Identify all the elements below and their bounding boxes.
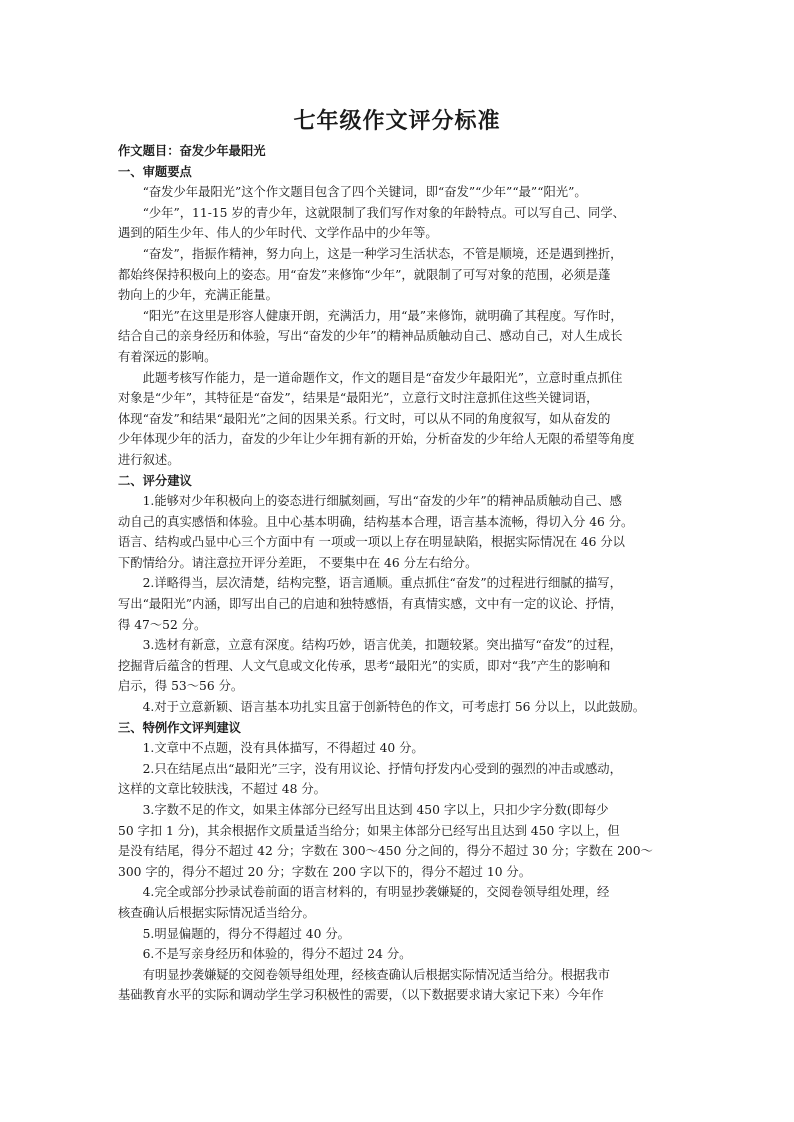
paragraph: “阳光”在这里是形容人健康开朗，充满活力，用“最”来修饰，就明确了其程度。写作时， 结合自己的亲身经历和体验，写出“奋发的少年”的精神品质触动自己、感动自己，对人生成长 有着深远的影响。 bbox=[118, 308, 623, 364]
document-body bbox=[118, 141, 684, 1006]
paragraph: “少年”，11-15 岁的青少年，这就限制了我们写作对象的年龄特点。可以写自己、同学、 遇到的陌生少年、伟人的少年时代、文学作品中的少年等。 bbox=[118, 205, 625, 241]
paragraph: “奋发”，指振作精神，努力向上，这是一种学习生活状态，不管是顺境，还是遇到挫折， 都始终保持积极向上的姿态。用“奋发”来修饰“少年”，就限制了可写对象的范围，必须是蓬 勃向上的少年，充满正能量。 bbox=[118, 246, 623, 303]
paragraph: 2.详略得当，层次清楚，结构完整，语言通顺。重点抓住“奋发”的过程进行细腻的描写， 写出“最阳光”内涵，即写出自己的启迪和独特感悟，有真情实感，文中有一定的议论、抒情， 得 47～52 分。 bbox=[118, 576, 623, 632]
document-title: 七年级作文评分标准 bbox=[293, 109, 501, 134]
paragraph: 2.只在结尾点出“最阳光”三字，没有用议论、抒情句抒发内心受到的强烈的冲击或感动， 这样的文章比较肤浅，不超过 48 分。 bbox=[118, 761, 622, 797]
paragraph: 6.不是写亲身经历和体验的，得分不超过 24 分。 bbox=[142, 947, 412, 962]
paragraph: 4.完全或部分抄录试卷前面的语言材料的，有明显抄袭嫌疑的，交阅卷领导组处理，经 核查确认后根据实际情况适当给分。 bbox=[118, 885, 610, 920]
paragraph: 1.能够对少年积极向上的姿态进行细腻刻画，写出“奋发的少年”的精神品质触动自己、感 动自己的真实感悟和体验。且中心基本明确，结构基本合理，语言基本流畅，得切入分 46 分。 语言、结构或凸显中心三个方面中有 一项或一项以上存在明显缺陷，根据实际情况在 46 分以 下酌情给分。请注意拉开评分差距， 不要集中在 46 分左右给分。 bbox=[118, 494, 634, 570]
section-heading-scoring-advice: 二、评分建议 bbox=[118, 473, 192, 488]
paragraph: “奋发少年最阳光”这个作文题目包含了四个关键词，即“奋发”“少年”“最”“阳光”。 bbox=[142, 185, 587, 200]
paragraph: 有明显抄袭嫌疑的交阅卷领导组处理，经核查确认后根据实际情况适当给分。根据我市 基础教育水平的实际和调动学生学习积极性的需要，（以下数据要求请大家记下来）今年作 bbox=[118, 967, 610, 1003]
paragraph: 3.选材有新意，立意有深度。结构巧妙，语言优美，扣题较紧。突出描写“奋发”的过程， 挖掘背后蕴含的哲理、人文气息或文化传承，思考“最阳光”的实质，即对“我”产生的影响和 启示，得 53～56 分。 bbox=[118, 638, 622, 694]
paragraph: 1.文章中不点题，没有具体描写，不得超过 40 分。 bbox=[142, 741, 424, 756]
essay-topic: 作文题目：奋发少年最阳光 bbox=[118, 144, 266, 158]
paragraph: 4.对于立意新颖、语言基本功扎实且富于创新特色的作文，可考虑打 56 分以上，以此鼓励。 bbox=[142, 700, 646, 715]
section-heading-review-points: 一、审题要点 bbox=[118, 164, 192, 179]
paragraph: 此题考核写作能力，是一道命题作文，作文的题目是“奋发少年最阳光”，立意时重点抓住 对象是“少年”，其特征是“奋发”，结果是“最阳光”，立意行文时注意抓住这些关键词语， 体现“奋发”和结果“最阳光”之间的因果关系。行文时，可以从不同的角度叙写，如从奋发的 少年体现少年的活力，奋发的少年让少年拥有新的开始，分析奋发的少年给人无限的希望等角度 进行叙述。 bbox=[118, 370, 635, 467]
paragraph: 5.明显偏题的，得分不得超过 40 分。 bbox=[142, 926, 350, 941]
paragraph: 3.字数不足的作文，如果主体部分已经写出且达到 450 字以上，只扣少字分数(即每少 50 字扣 1 分)，其余根据作文质量适当给分；如果主体部分已经写出且达到 450 字以上，但 是没有结尾，得分不超过 42 分；字数在 300～450 分之间的，得分不超过 30 分；字数在 200～ 300 字的，得分不超过 20 分；字数在 200 字以下的，得分不超过 10 分。 bbox=[118, 803, 653, 879]
section-heading-special-cases: 三、特例作文评判建议 bbox=[118, 720, 241, 735]
